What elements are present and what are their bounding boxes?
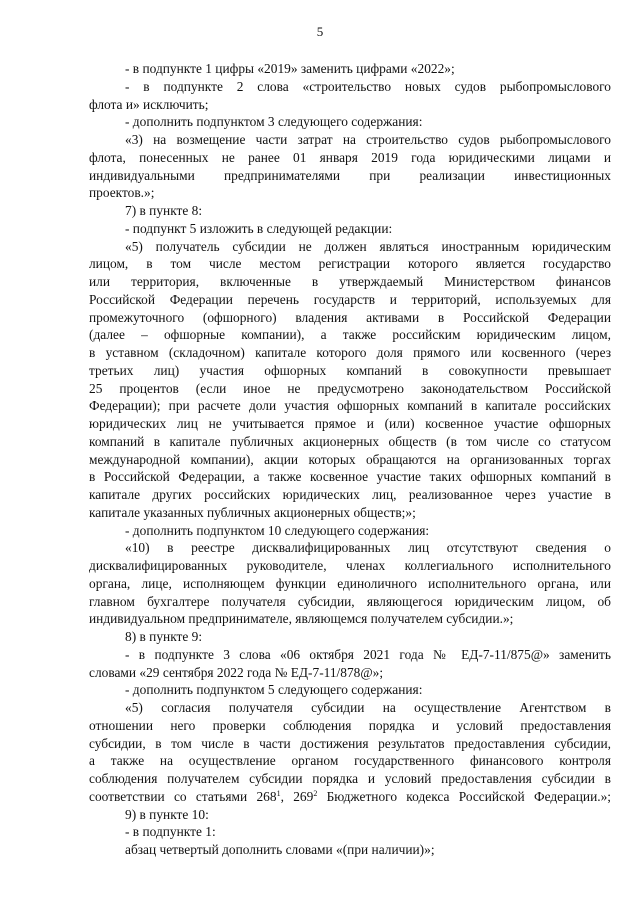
document-body — [89, 60, 611, 859]
text-line: юридических лиц не учитывается прямое и (или) косвенное участие офшорных — [89, 416, 611, 431]
footnote-superscript: 2 — [313, 788, 318, 798]
text-line: а также на осуществление органом государственного финансового контроля — [89, 753, 611, 769]
text-line: «3) на возмещение части затрат на строительство судов рыбопромыслового — [125, 132, 611, 147]
text-line: словами «29 сентября 2022 года № ЕД-7-11/878@»; — [89, 664, 384, 680]
text-line: - дополнить подпунктом 5 следующего содержания: — [125, 682, 423, 698]
text-line: (далее – офшорные компании), а также российским юридическим лицом, — [89, 327, 611, 343]
text-line: «5) получатель субсидии не должен являться иностранным юридическим — [125, 238, 611, 254]
text-line: отношении него проверки соблюдения порядка и условий предоставления — [89, 717, 611, 733]
article-text-middle: , 269 — [280, 788, 314, 804]
page-number: 5 — [316, 24, 324, 39]
text-line: флота и» исключить; — [89, 96, 209, 112]
text-line: - дополнить подпунктом 10 следующего содержания: — [125, 522, 430, 538]
text-line: капитале других российских юридических лиц, реализованное через участие в — [89, 487, 611, 502]
text-line: третьих лиц) участия офшорных компаний в совокупности превышает — [89, 362, 611, 378]
text-line: - подпункт 5 изложить в следующей редакции: — [125, 220, 393, 236]
footnote-superscript: 1 — [276, 788, 281, 798]
article-text-prefix: соответствии со статьями 268 — [89, 788, 277, 804]
text-line: соблюдения получателем субсидии порядка и условий предоставления субсидии в — [89, 771, 611, 786]
text-line: абзац четвертый дополнить словами «(при наличии)»; — [125, 842, 435, 857]
text-line: 8) в пункте 9: — [125, 629, 203, 644]
text-line: «5) согласия получателя субсидии на осуществление Агентством в — [125, 700, 611, 715]
text-line: международной компании), акции которых обращаются на организованных торгах — [89, 451, 611, 467]
text-line: - в подпункте 1 цифры «2019» заменить цифрами «2022»; — [125, 61, 455, 76]
text-line: главном бухгалтере получателя субсидии, являющегося юридическим лицом, об — [89, 593, 611, 609]
text-line: капитале указанных публичных акционерных обществ;»; — [89, 504, 416, 520]
article-text-suffix: Бюджетного кодекса Российской Федерации.»; — [317, 788, 611, 804]
text-line: лицом, в том числе местом регистрации которого является государство — [89, 256, 611, 272]
text-line: 9) в пункте 10: — [125, 806, 209, 822]
text-line: субсидии, в том числе в части достижения результатов предоставления субсидии, — [89, 735, 611, 751]
text-line: - дополнить подпунктом 3 следующего содержания: — [125, 114, 423, 130]
text-line: флота, понесенных не ранее 01 января 2019 года юридическими лицами и — [89, 149, 611, 165]
text-line: промежуточного (офшорного) владения активами в Российской Федерации — [89, 309, 611, 325]
text-line: или территория, включенные в утверждаемый Министерством финансов — [89, 274, 611, 289]
text-line: проектов.»; — [89, 185, 155, 201]
text-line: 25 процентов (если иное не предусмотрено законодательством Российской — [89, 380, 611, 396]
text-line: Российской Федерации перечень государств и территорий, используемых для — [89, 291, 611, 307]
text-line: индивидуальном предпринимателе, являющемся получателем субсидии.»; — [89, 611, 514, 627]
text-line: - в подпункте 1: — [125, 824, 216, 840]
text-line: Федерации); при расчете доли участия офшорных компаний в капитале российских — [89, 398, 611, 414]
text-line: в уставном (складочном) капитале которого доля прямого или косвенного (через — [89, 345, 611, 360]
text-line: в Российской Федерации, а также косвенное участие таких офшорных компаний в — [89, 469, 611, 485]
text-line: 7) в пункте 8: — [125, 203, 203, 218]
text-line: компаний в капитале публичных акционерных обществ (в том числе со статусом — [89, 433, 611, 449]
text-line: «10) в реестре дисквалифицированных лиц отсутствуют сведения о — [125, 540, 611, 556]
text-line: органа, лице, исполняющем функции единоличного исполнительного органа, или — [89, 575, 611, 591]
text-line: - в подпункте 2 слова «строительство новых судов рыбопромыслового — [125, 78, 611, 94]
text-line — [89, 788, 611, 806]
text-line: - в подпункте 3 слова «06 октября 2021 года № ЕД-7-11/875@» заменить — [125, 646, 611, 662]
text-line: индивидуальными предпринимателями при реализации инвестиционных — [89, 167, 611, 183]
text-line: дисквалифицированных руководителе, членах коллегиального исполнительного — [89, 558, 611, 573]
